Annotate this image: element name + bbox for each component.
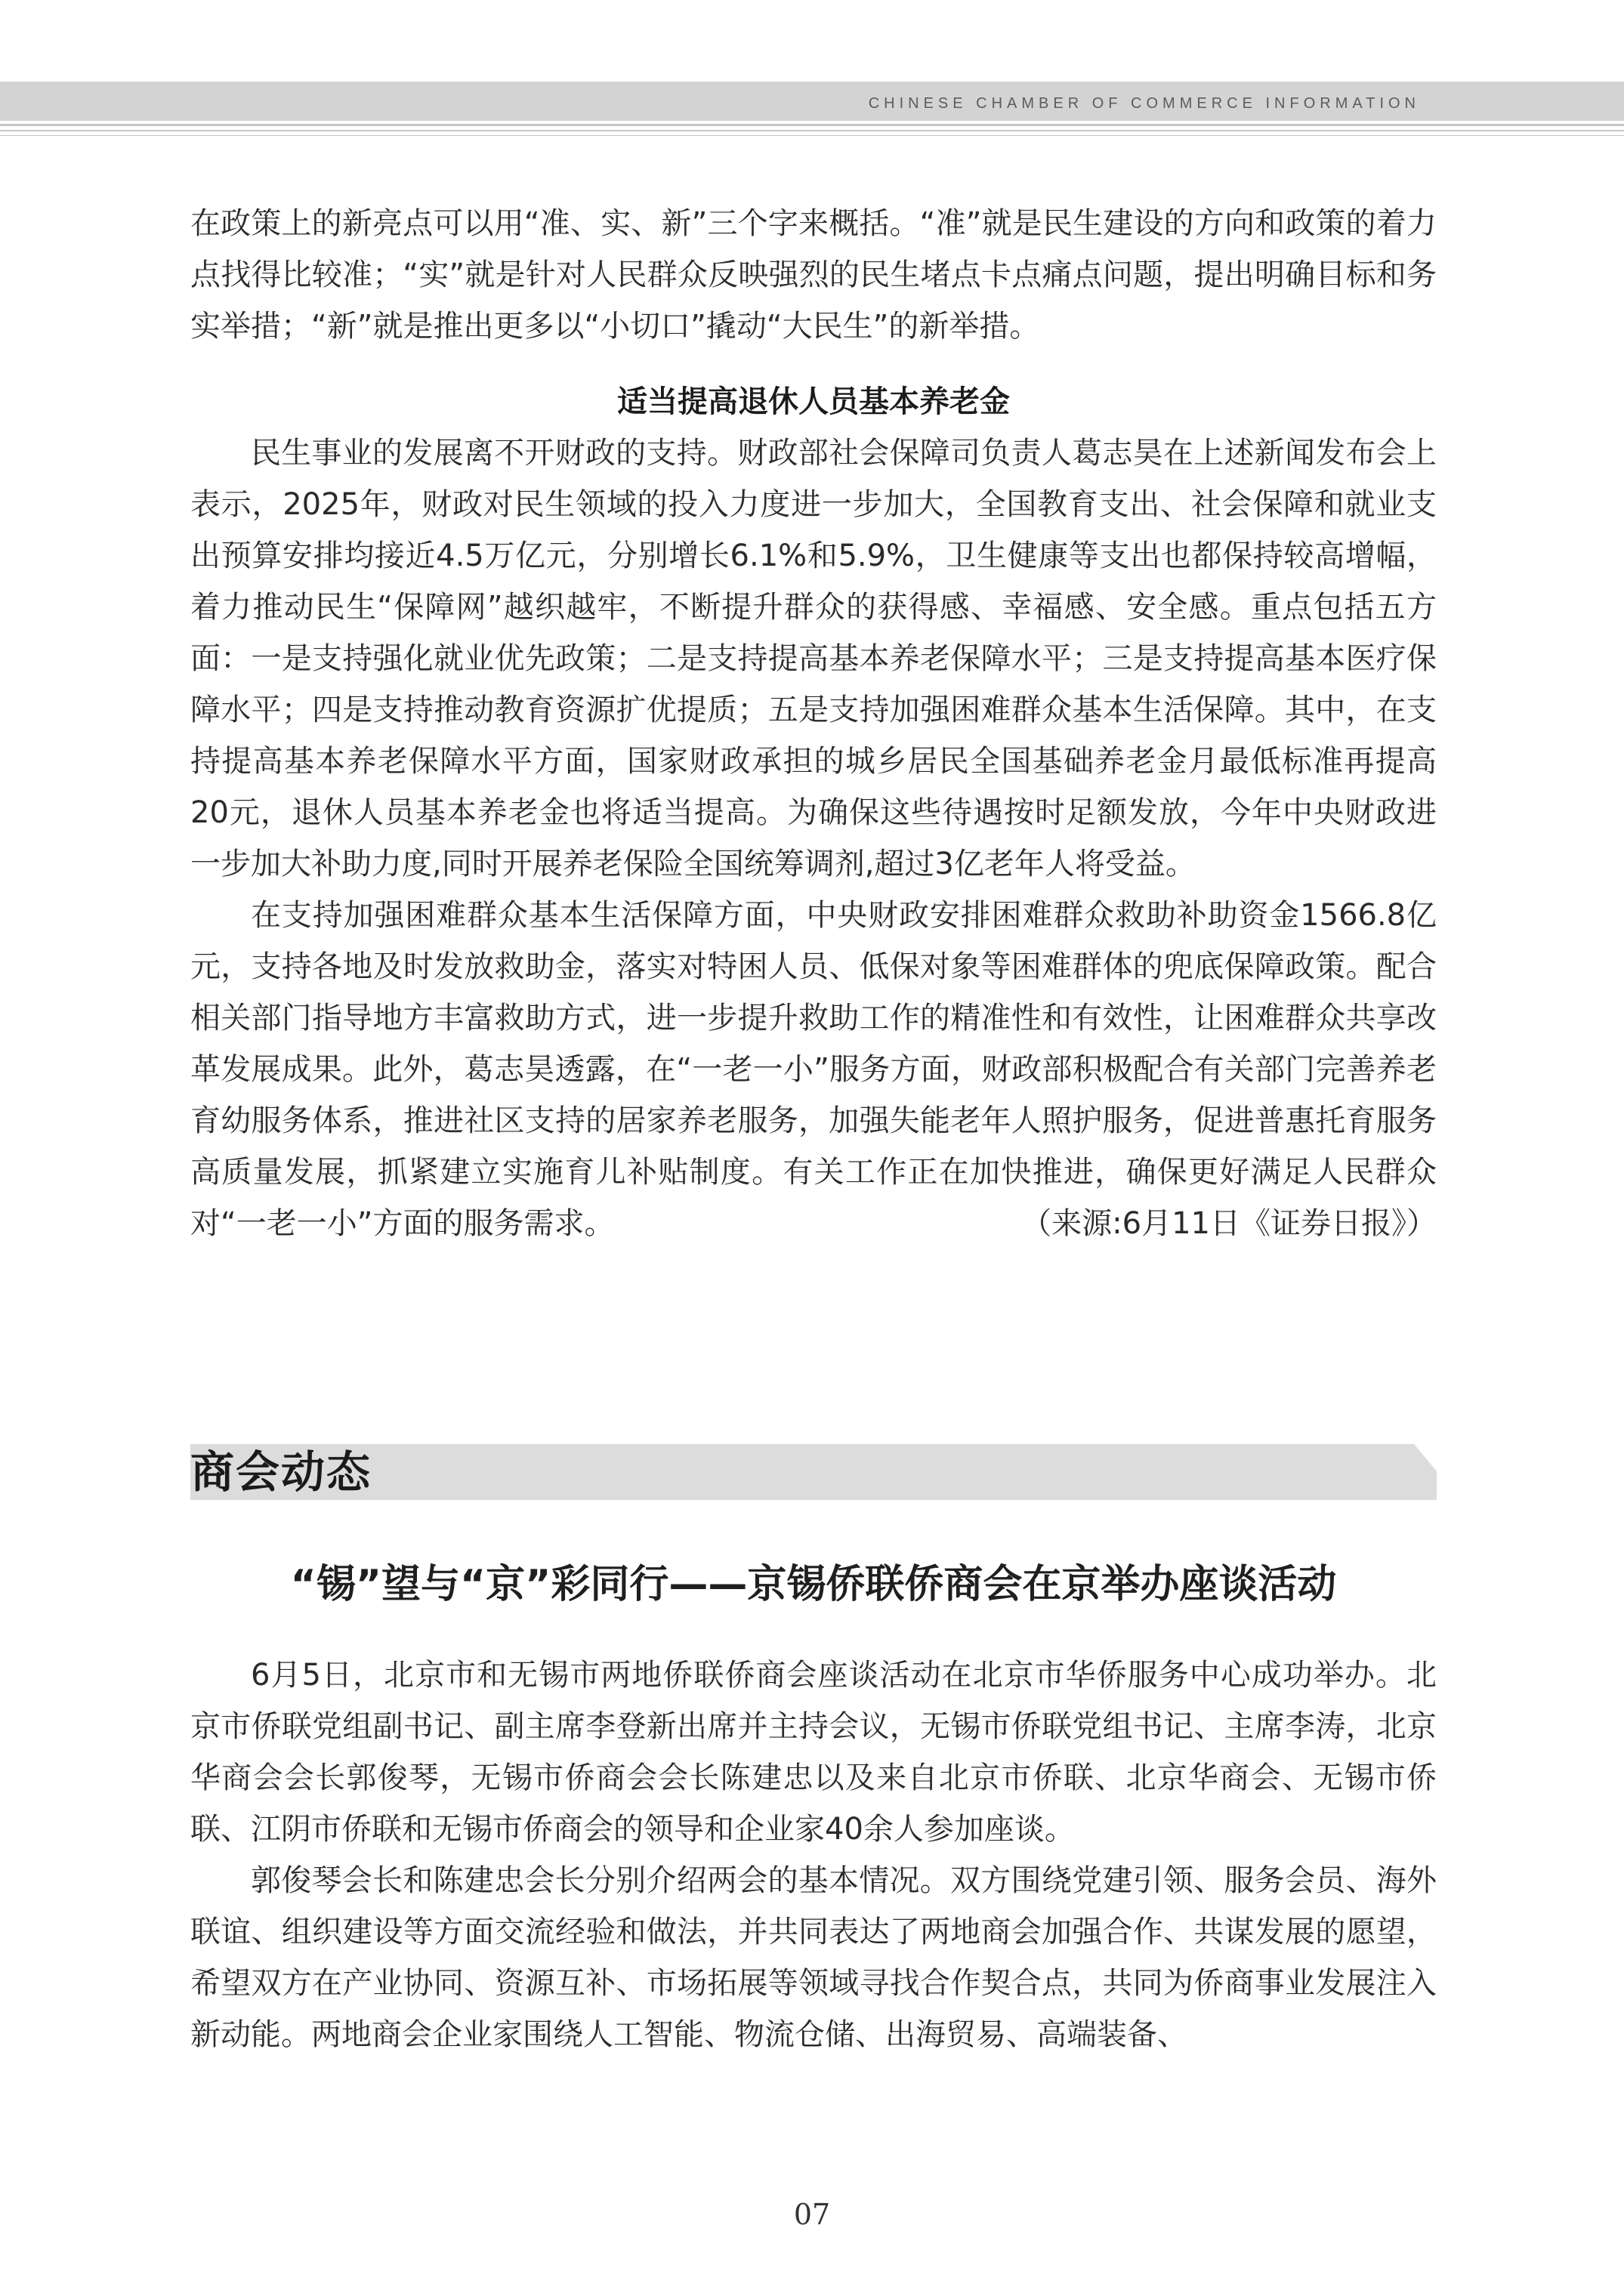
section-title: 商会动态 xyxy=(190,1446,372,1498)
header-rule xyxy=(0,130,1624,131)
section-banner xyxy=(190,1444,1437,1500)
paragraph: 6月5日，北京市和无锡市两地侨联侨商会座谈活动在北京市华侨服务中心成功举办。北京市侨联党组副书记、副主席李登新出席并主持会议，无锡市侨联党组书记、主席李涛，北京华商会会长郭俊琴，无锡市侨商会会长陈建忠以及来自北京市侨联、北京华商会、无锡市侨联、江阴市侨联和无锡市侨商会的领导和企业家40余人参加座谈。 xyxy=(190,1658,1437,1847)
paragraph-text: 在支持加强困难群众基本生活保障方面，中央财政安排困难群众救助补助资金1566.8亿元，支持各地及时发放救助金，落实对特困人员、低保对象等困难群体的兜底保障政策。配合相关部门指导地方丰富救助方式，进一步提升救助工作的精准性和有效性，让困难群众共享改革发展成果。此外，葛志昊透露，在“一老一小”服务方面，财政部积极配合有关部门完善养老育幼服务体系，推进社区支持的居家养老服务，加强失能老年人照护服务，促进普惠托育服务高质量发展，抓紧建立实施育儿补贴制度。有关工作正在加快推进，确保更好满足人民群众对“一老一小”方面的服务需求。 xyxy=(190,898,1437,1241)
page-number: 07 xyxy=(793,2198,831,2231)
header-rule xyxy=(0,135,1624,136)
paragraph: 民生事业的发展离不开财政的支持。财政部社会保障司负责人葛志昊在上述新闻发布会上表示，2025年，财政对民生领域的投入力度进一步加大，全国教育支出、社会保障和就业支出预算安排均接近4.5万亿元，分别增长6.1%和5.9%，卫生健康等支出也都保持较高增幅，着力推动民生“保障网”越织越牢，不断提升群众的获得感、幸福感、安全感。重点包括五方面：一是支持强化就业优先政策；二是支持提高基本养老保障水平；三是支持提高基本医疗保障水平；四是支持推动教育资源扩优提质；五是支持加强困难群众基本生活保障。其中，在支持提高基本养老保障水平方面，国家财政承担的城乡居民全国基础养老金月最低标准再提高20元，退休人员基本养老金也将适当提高。为确保这些待遇按时足额发放，今年中央财政进一步加大补助力度,同时开展养老保险全国统筹调剂,超过3亿老年人将受益。 xyxy=(190,436,1437,881)
article-body xyxy=(190,427,1437,1249)
header-rule xyxy=(0,124,1624,126)
article-body xyxy=(190,1650,1437,2060)
section-banner-background xyxy=(190,1444,1437,1500)
subheading: 适当提高退休人员基本养老金 xyxy=(617,384,1010,419)
paragraph: 郭俊琴会长和陈建忠会长分别介绍两会的基本情况。双方围绕党建引领、服务会员、海外联谊、组织建设等方面交流经验和做法，并共同表达了两地商会加强合作、共谋发展的愿望，希望双方在产业协同、资源互补、市场拓展等领域寻找合作契合点，共同为侨商事业发展注入新动能。两地商会企业家围绕人工智能、物流仓储、出海贸易、高端装备、 xyxy=(190,1863,1437,2052)
paragraph xyxy=(190,890,1437,1249)
running-title: CHINESE CHAMBER OF COMMERCE INFORMATION xyxy=(868,95,1420,112)
source-citation: （来源:6月11日《证券日报》） xyxy=(1021,1206,1437,1241)
article-continuation xyxy=(190,198,1437,352)
article-title: “锡”望与“京”彩同行——京锡侨联侨商会在京举办座谈活动 xyxy=(290,1562,1337,1607)
lead-paragraph: 在政策上的新亮点可以用“准、实、新”三个字来概括。“准”就是民生建设的方向和政策的着力点找得比较准；“实”就是针对人民群众反映强烈的民生堵点卡点痛点问题，提出明确目标和务实举措；“新”就是推出更多以“小切口”撬动“大民生”的新举措。 xyxy=(190,206,1437,344)
